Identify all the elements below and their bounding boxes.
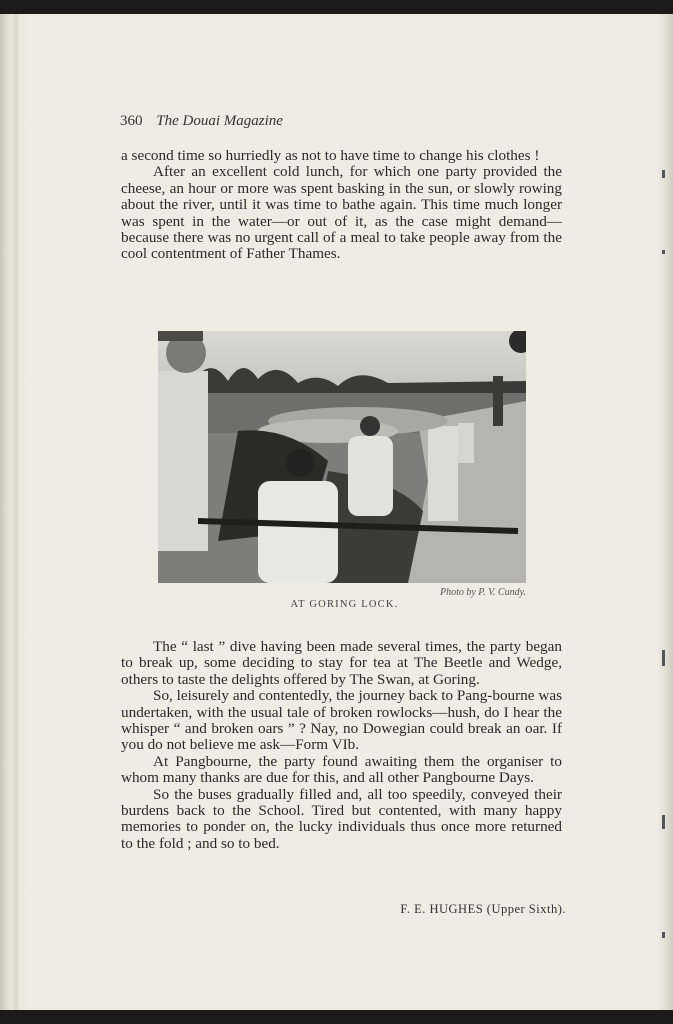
magazine-title: The Douai Magazine: [156, 113, 283, 129]
edge-mark: [662, 815, 665, 829]
photo-caption-text: AT GORING LOCK.: [290, 599, 399, 610]
edge-mark: [662, 932, 665, 938]
paragraph: So, leisurely and contentedly, the journey back to Pang-bourne was undertaken, with the usual tale of broken rowlocks—hush, do I hear the whisper “ and broken oars ” ? Nay, no Dowegian could break an oar. If you do not believe me ask—Form VIb.: [121, 687, 562, 754]
paragraph: At Pangbourne, the party found awaiting them the organiser to whom many thanks are due for this, and all other Pangbourne Days.: [121, 752, 562, 787]
page-edge: [657, 14, 673, 1010]
edge-mark: [662, 650, 665, 666]
edge-mark: [662, 170, 665, 178]
paragraph: After an excellent cold lunch, for which one party provided the cheese, an hour or more was spent basking in the sun, or slowly rowing about the river, until it was time to bathe again. This time much longer was spent in the water—or out of it, as the case might demand—because there was no urgent call of a meal to take people away from the cool contentment of Father Thames.: [121, 163, 562, 263]
photo-caption: [0, 599, 673, 610]
photo-credit: Photo by P. V. Cundy.: [439, 587, 526, 598]
photograph-goring-lock: [158, 331, 526, 583]
paragraph: So the buses gradually filled and, all too speedily, conveyed their burdens back to the School. Tired but contented, with many happy memories to ponder on, the lucky individuals thus once more returned to the fold ; and so to bed.: [121, 785, 562, 852]
text-block-top: [121, 148, 562, 263]
paragraph: a second time so hurriedly as not to have time to change his clothes !: [121, 147, 540, 164]
edge-mark: [662, 250, 665, 254]
page-number: 360: [120, 113, 143, 129]
author-signature: F. E. HUGHES (Upper Sixth).: [400, 902, 566, 916]
running-header: [120, 113, 283, 130]
text-block-bottom: [121, 639, 562, 852]
paragraph: The “ last ” dive having been made several times, the party began to break up, some deciding to stay for tea at The Beetle and Wedge, others to taste the delights offered by The Swan, at Goring.: [121, 638, 562, 688]
book-gutter: [0, 14, 26, 1010]
